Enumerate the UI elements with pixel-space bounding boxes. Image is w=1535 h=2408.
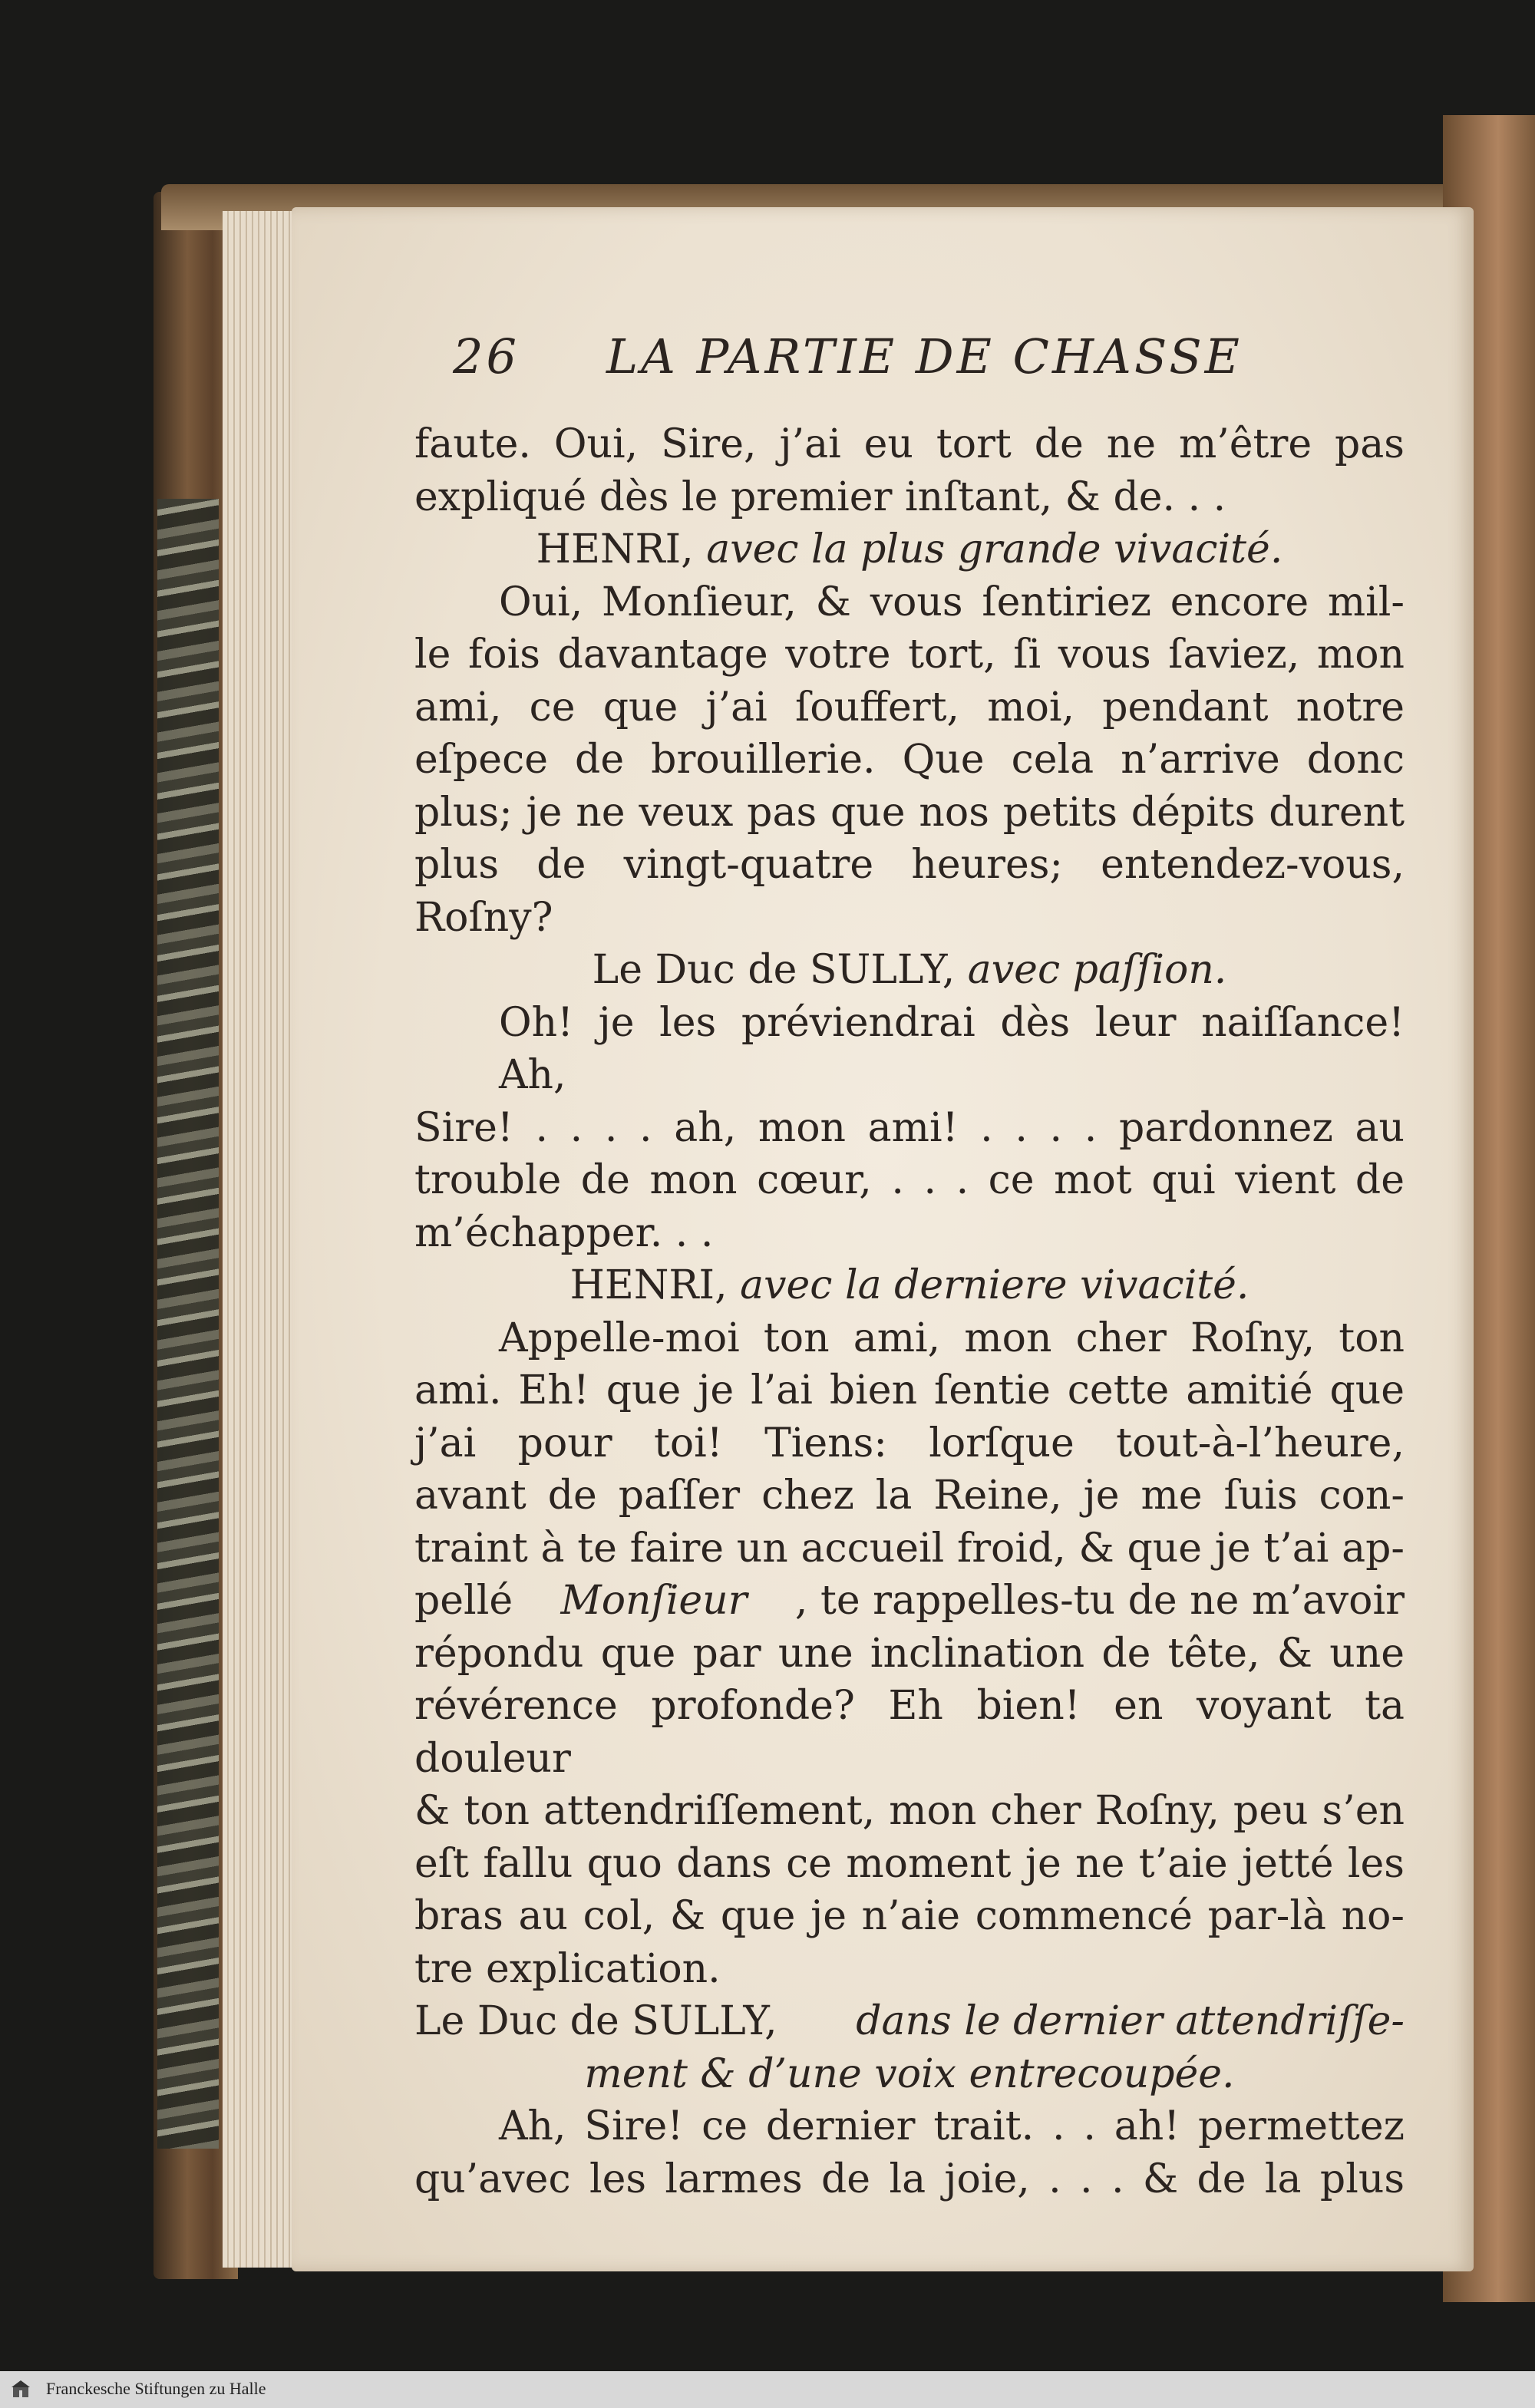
text-line: bras au col, & que je n’aie commencé par-là no-	[414, 1893, 1405, 1939]
text-line: Sire! . . . . ah, mon ami! . . . . pardonnez au	[414, 1104, 1405, 1151]
stage-direction: avec la derniere vivacité.	[740, 1262, 1249, 1308]
speaker-heading	[414, 523, 1405, 576]
text-line: ami, ce que j’ai ſouffert, moi, pendant notre	[414, 684, 1405, 731]
text-line: ami. Eh! que je l’ai bien ſentie cette amitié que	[414, 1367, 1405, 1413]
marbled-cover	[157, 499, 219, 2149]
text-line: Appelle-moi ton ami, mon cher Roſny, ton	[499, 1315, 1405, 1361]
page-number: 26	[453, 328, 520, 384]
text-line: eſpece de brouillerie. Que cela n’arrive donc	[414, 737, 1405, 783]
text-line: expliqué dès le premier inſtant, & de. . .	[414, 473, 1226, 520]
text-line: Oh! je les préviendrai dès leur naiſſance! Ah,	[499, 999, 1405, 1098]
text-line	[414, 1575, 1405, 1628]
page-text	[414, 418, 1405, 2205]
emphasis: Monſieur	[560, 1578, 748, 1624]
text-line: Ah, Sire! ce dernier trait. . . ah! permettez	[499, 2103, 1405, 2149]
speaker-name: Le Duc de SULLY,	[414, 1998, 777, 2044]
speaker-heading	[414, 1259, 1405, 1312]
text-line: plus; je ne veux pas que nos petits dépits durent	[414, 789, 1405, 836]
text-line: répondu que par une inclination de tête, & une	[414, 1630, 1405, 1677]
stage-direction: avec la plus grande vivacité.	[706, 526, 1283, 572]
text-line: qu’avec les larmes de la joie, . . . & de la plus	[414, 2156, 1405, 2202]
text-line: Roſny?	[414, 894, 553, 941]
text-line: m’échapper. . .	[414, 1209, 714, 1256]
running-header	[453, 328, 1259, 390]
text-line: le fois davantage votre tort, ſi vous ſaviez, mon	[414, 632, 1405, 678]
text-fragment: pellé	[414, 1578, 513, 1624]
text-line: traint à te faire un accueil froid, & que je t’ai ap-	[414, 1525, 1405, 1572]
speaker-name: HENRI,	[569, 1262, 728, 1308]
text-line: révérence profonde? Eh bien! en voyant ta douleur	[414, 1683, 1405, 1782]
speaker-name: Le Duc de SULLY,	[592, 947, 956, 993]
text-line: trouble de mon cœur, . . . ce mot qui vient de	[414, 1157, 1405, 1203]
speaker-name: HENRI,	[536, 526, 694, 572]
text-line: faute. Oui, Sire, j’ai eu tort de ne m’être pas	[414, 421, 1405, 467]
institution-logo-icon	[11, 2379, 31, 2400]
text-line: Oui, Monſieur, & vous ſentiriez encore mil-	[499, 579, 1405, 625]
text-line: & ton attendriſſement, mon cher Roſny, peu s’en	[414, 1788, 1405, 1834]
speaker-heading	[414, 944, 1405, 997]
speaker-heading	[414, 1995, 1405, 2048]
text-line: j’ai pour toi! Tiens: lorſque tout-à-l’heure,	[414, 1420, 1405, 1466]
stage-direction: ment & d’une voix entrecoupée.	[584, 2050, 1235, 2097]
text-line: eſt fallu quo dans ce moment je ne t’aie jetté les	[414, 1840, 1405, 1887]
stage-direction: dans le dernier attendriſſe-	[856, 1998, 1405, 2044]
footer-credit: Franckesche Stiftungen zu Halle	[46, 2379, 266, 2398]
text-line: avant de paſſer chez la Reine, je me ſuis con-	[414, 1473, 1405, 1519]
stage-direction: avec paſſion.	[967, 947, 1227, 993]
text-line: plus de vingt-quatre heures; entendez-vous,	[414, 842, 1405, 888]
text-line: tre explication.	[414, 1945, 721, 1992]
running-title: LA PARTIE DE CHASSE	[606, 328, 1243, 384]
text-fragment: , te rappelles-tu de ne m’avoir	[794, 1578, 1405, 1624]
